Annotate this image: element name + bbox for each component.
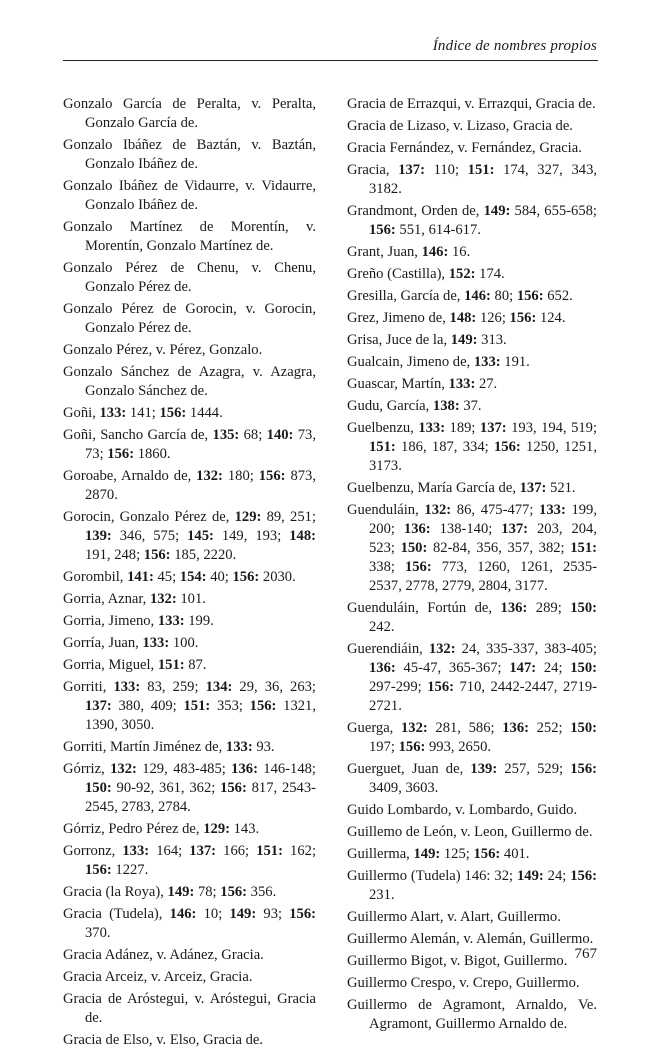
entry-text: Greño (Castilla), — [347, 266, 449, 282]
entry-text: 149, 193; — [213, 528, 290, 544]
volume-number: 136: — [403, 521, 431, 537]
index-entry — [63, 404, 316, 423]
entry-text: 199, 200; — [369, 502, 597, 537]
index-entry — [63, 905, 316, 943]
entry-text: 141; — [126, 405, 160, 421]
volume-number: 150: — [570, 600, 597, 616]
entry-text: Gonzalo Ibáñez de Vidaurre, v. Vidaurre, Gonzalo Ibáñez de. — [63, 178, 316, 213]
volume-number: 132: — [424, 502, 452, 518]
entry-text: 289; — [527, 600, 571, 616]
entry-text: 521. — [546, 480, 576, 496]
volume-number: 137: — [519, 480, 547, 496]
index-entry — [347, 930, 597, 949]
entry-text: Guelbenzu, María García de, — [347, 480, 520, 496]
index-entry — [63, 568, 316, 587]
entry-text: 166; — [216, 843, 257, 859]
entry-text: Gonzalo Pérez de Gorocin, v. Gorocin, Gonzalo Pérez de. — [63, 301, 316, 336]
volume-number: 141: — [127, 569, 154, 585]
entry-text: Grez, Jimeno de, — [347, 310, 450, 326]
index-entry — [347, 908, 597, 927]
entry-text: 110; — [424, 162, 468, 178]
entry-text: Gudu, García, — [347, 398, 433, 414]
index-entry — [63, 612, 316, 631]
entry-text: 86, 475-477; — [451, 502, 540, 518]
entry-text: Guerguet, Juan de, — [347, 761, 471, 777]
index-entry — [347, 309, 597, 328]
volume-number: 156: — [220, 884, 248, 900]
index-entry — [63, 177, 316, 215]
entry-text: Gorria, Miguel, — [63, 657, 158, 673]
index-entry — [347, 139, 597, 158]
entry-text: 129, 483-485; — [136, 761, 232, 777]
entry-text: 380, 409; — [111, 698, 184, 714]
entry-text: Gracia de Elso, v. Elso, Gracia de. — [63, 1032, 264, 1048]
index-entry — [63, 842, 316, 880]
entry-text: Guelbenzu, — [347, 420, 419, 436]
entry-text: Gualcain, Jimeno de, — [347, 354, 474, 370]
index-entry — [347, 599, 597, 637]
volume-number: 134: — [205, 679, 233, 695]
index-entry — [63, 467, 316, 505]
volume-number: 133: — [539, 502, 566, 518]
entry-text: Guerga, — [347, 720, 401, 736]
entry-text: 231. — [369, 887, 395, 903]
entry-text: Górriz, Pedro Pérez de, — [63, 821, 204, 837]
entry-text: 126; — [476, 310, 510, 326]
volume-number: 156: — [159, 405, 187, 421]
index-entry — [347, 265, 597, 284]
entry-text: Gonzalo Pérez, v. Pérez, Gonzalo. — [63, 342, 263, 358]
volume-number: 129: — [234, 509, 262, 525]
entry-text: 40; — [206, 569, 233, 585]
entry-text: Gorriti, — [63, 679, 114, 695]
entry-text: 1321, 1390, 3050. — [85, 698, 316, 733]
index-entry — [347, 845, 597, 864]
index-entry — [63, 820, 316, 839]
index-entry — [347, 419, 597, 476]
index-entry — [347, 996, 597, 1034]
volume-number: 137: — [189, 843, 217, 859]
entry-text: 1250, 1251, 3173. — [369, 439, 597, 474]
entry-text: Gorria, Jimeno, — [63, 613, 158, 629]
volume-number: 149: — [167, 884, 195, 900]
entry-text: Guillermo Alart, v. Alart, Guillermo. — [347, 909, 561, 925]
volume-number: 140: — [266, 427, 294, 443]
volume-number: 148: — [289, 528, 316, 544]
volume-number: 151: — [467, 162, 495, 178]
volume-number: 154: — [179, 569, 207, 585]
index-entry — [347, 974, 597, 993]
volume-number: 132: — [428, 641, 456, 657]
index-entry — [347, 375, 597, 394]
volume-number: 137: — [85, 698, 112, 714]
entry-text: 24; — [543, 868, 571, 884]
index-entry — [63, 426, 316, 464]
volume-number: 149: — [450, 332, 478, 348]
entry-text: Grandmont, Orden de, — [347, 203, 484, 219]
entry-text: 78; — [194, 884, 221, 900]
entry-text: 100. — [169, 635, 199, 651]
volume-number: 133: — [122, 843, 150, 859]
index-entry — [63, 136, 316, 174]
volume-number: 136: — [502, 720, 529, 736]
entry-text: 1227. — [111, 862, 149, 878]
entry-text: Goñi, — [63, 405, 100, 421]
entry-text: 401. — [500, 846, 530, 862]
entry-text: Gracia (la Roya), — [63, 884, 168, 900]
entry-text: Gonzalo Pérez de Chenu, v. Chenu, Gonzalo Pérez de. — [63, 260, 316, 295]
running-header: Índice de nombres propios — [432, 38, 597, 54]
index-entry — [347, 117, 597, 136]
entry-text: 125; — [440, 846, 474, 862]
entry-text: 281, 586; — [427, 720, 503, 736]
entry-text: 101. — [176, 591, 206, 607]
volume-number: 132: — [149, 591, 177, 607]
index-entry — [63, 300, 316, 338]
entry-text: 242. — [369, 619, 395, 635]
entry-text: 45-47, 365-367; — [395, 660, 510, 676]
index-entry — [347, 353, 597, 372]
volume-number: 129: — [203, 821, 230, 837]
volume-number: 133: — [448, 376, 476, 392]
volume-number: 152: — [448, 266, 476, 282]
entry-text: 138-140; — [430, 521, 502, 537]
entry-text: Gorriti, Martín Jiménez de, — [63, 739, 226, 755]
entry-text: 164; — [149, 843, 190, 859]
entry-text: 353; — [210, 698, 250, 714]
entry-text: Guenduláin, Fortún de, — [347, 600, 501, 616]
volume-number: 156: — [509, 310, 537, 326]
volume-number: 156: — [473, 846, 501, 862]
entry-text: Gorronz, — [63, 843, 123, 859]
entry-text: 338; — [369, 559, 405, 575]
entry-text: Gonzalo García de Peralta, v. Peralta, Gonzalo García de. — [63, 96, 316, 131]
volume-number: 133: — [142, 635, 170, 651]
volume-number: 156: — [570, 868, 597, 884]
index-entry — [347, 760, 597, 798]
index-entry — [63, 508, 316, 565]
volume-number: 146: — [464, 288, 491, 304]
entry-text: 180; — [222, 468, 259, 484]
entry-text: Gracia, — [347, 162, 399, 178]
index-entry — [63, 95, 316, 133]
volume-number: 139: — [470, 761, 498, 777]
entry-text: 174. — [475, 266, 505, 282]
entry-text: 584, 655-658; — [510, 203, 597, 219]
index-entry — [63, 760, 316, 817]
index-entry — [63, 946, 316, 965]
volume-number: 133: — [113, 679, 141, 695]
entry-text: 68; — [239, 427, 267, 443]
volume-number: 156: — [570, 761, 597, 777]
index-entry — [63, 883, 316, 902]
volume-number: 133: — [157, 613, 185, 629]
entry-text: 29, 36, 263; — [232, 679, 316, 695]
volume-number: 136: — [369, 660, 396, 676]
entry-text: 710, 2442-2447, 2719-2721. — [369, 679, 597, 714]
entry-text: 143. — [229, 821, 260, 837]
entry-text: 193, 194, 519; — [506, 420, 598, 436]
entry-text: 297-299; — [369, 679, 428, 695]
entry-text: 27. — [475, 376, 498, 392]
entry-text: 356. — [247, 884, 277, 900]
entry-text: Guillemo de León, v. Leon, Guillermo de. — [347, 824, 593, 840]
index-entry — [347, 243, 597, 262]
entry-text: Gorocin, Gonzalo Pérez de, — [63, 509, 235, 525]
entry-text: Gonzalo Sánchez de Azagra, v. Azagra, Gonzalo Sánchez de. — [63, 364, 316, 399]
volume-number: 151: — [369, 439, 396, 455]
entry-text: Gresilla, García de, — [347, 288, 465, 304]
volume-number: 149: — [483, 203, 511, 219]
entry-text: 993, 2650. — [425, 739, 492, 755]
volume-number: 137: — [501, 521, 529, 537]
volume-number: 156: — [85, 862, 112, 878]
index-entry — [63, 1031, 316, 1050]
entry-text: Gracia Arceiz, v. Arceiz, Gracia. — [63, 969, 253, 985]
entry-text: 1444. — [186, 405, 223, 421]
index-entry — [63, 363, 316, 401]
entry-text: 93; — [256, 906, 290, 922]
volume-number: 156: — [398, 739, 426, 755]
volume-number: 149: — [229, 906, 257, 922]
index-entry — [347, 95, 597, 114]
entry-text: 197; — [369, 739, 399, 755]
entry-text: 24, 335-337, 383-405; — [455, 641, 597, 657]
entry-text: Grant, Juan, — [347, 244, 422, 260]
entry-text: 162; — [282, 843, 316, 859]
entry-text: 87. — [184, 657, 207, 673]
entry-text: Guascar, Martín, — [347, 376, 449, 392]
entry-text: Guillerma, — [347, 846, 414, 862]
entry-text: 83, 259; — [140, 679, 206, 695]
entry-text: 191, 248; — [85, 547, 144, 563]
index-entry — [347, 287, 597, 306]
index-entry — [347, 801, 597, 820]
entry-text: 252; — [528, 720, 571, 736]
volume-number: 151: — [570, 540, 597, 556]
volume-number: 137: — [398, 162, 425, 178]
entry-text: Gonzalo Martínez de Morentín, v. Morentín, Gonzalo Martínez de. — [63, 219, 316, 254]
index-entry — [63, 590, 316, 609]
volume-number: 149: — [516, 868, 544, 884]
entry-text: 191. — [500, 354, 530, 370]
entry-text: Górriz, — [63, 761, 111, 777]
volume-number: 156: — [258, 468, 286, 484]
index-entry — [347, 479, 597, 498]
volume-number: 156: — [493, 439, 521, 455]
entry-text: Gracia de Aróstegui, v. Aróstegui, Gracia de. — [63, 991, 316, 1026]
volume-number: 133: — [99, 405, 127, 421]
entry-text: 82-84, 356, 357, 382; — [427, 540, 571, 556]
entry-text: Guillermo Crespo, v. Crepo, Guillermo. — [347, 975, 580, 991]
volume-number: 156: — [220, 780, 247, 796]
entry-text: 146-148; — [257, 761, 316, 777]
volume-number: 149: — [413, 846, 441, 862]
volume-number: 136: — [231, 761, 258, 777]
volume-number: 156: — [369, 222, 396, 238]
entry-text: 93. — [252, 739, 275, 755]
index-entry — [347, 719, 597, 757]
entry-text: 186, 187, 334; — [395, 439, 494, 455]
index-entry — [347, 640, 597, 716]
index-entry — [347, 867, 597, 905]
entry-text: 185, 2220. — [170, 547, 237, 563]
volume-number: 138: — [432, 398, 460, 414]
volume-number: 137: — [479, 420, 507, 436]
entry-text: 10; — [196, 906, 230, 922]
index-column-left — [63, 95, 316, 1053]
volume-number: 132: — [196, 468, 223, 484]
volume-number: 151: — [183, 698, 211, 714]
entry-text: 551, 614-617. — [395, 222, 481, 238]
volume-number: 146: — [421, 244, 449, 260]
entry-text: Guillermo Bigot, v. Bigot, Guillermo. — [347, 953, 568, 969]
entry-text: Goroabe, Arnaldo de, — [63, 468, 197, 484]
volume-number: 151: — [157, 657, 185, 673]
entry-text: Gracia Adánez, v. Adánez, Gracia. — [63, 947, 264, 963]
entry-text: 652. — [543, 288, 573, 304]
entry-text: 73, 73; — [85, 427, 316, 462]
index-entry — [347, 397, 597, 416]
volume-number: 150: — [570, 720, 598, 736]
volume-number: 156: — [404, 559, 432, 575]
entry-text: 346, 575; — [111, 528, 188, 544]
entry-text: 3409, 3603. — [369, 780, 439, 796]
volume-number: 150: — [85, 780, 112, 796]
index-entry — [63, 968, 316, 987]
volume-number: 146: — [169, 906, 197, 922]
entry-text: 37. — [459, 398, 482, 414]
volume-number: 156: — [232, 569, 260, 585]
entry-text: 257, 529; — [497, 761, 571, 777]
volume-number: 151: — [256, 843, 283, 859]
index-entry — [347, 161, 597, 199]
index-column-right — [347, 95, 597, 1037]
entry-text: 370. — [85, 925, 111, 941]
entry-text: Gracia de Lizaso, v. Lizaso, Gracia de. — [347, 118, 573, 134]
entry-text: 16. — [448, 244, 471, 260]
index-entry — [63, 990, 316, 1028]
index-entry — [347, 331, 597, 350]
entry-text: 873, 2870. — [85, 468, 316, 503]
entry-text: 1860. — [134, 446, 171, 462]
volume-number: 148: — [449, 310, 477, 326]
volume-number: 156: — [143, 547, 171, 563]
volume-number: 156: — [289, 906, 316, 922]
entry-text: Gorombil, — [63, 569, 128, 585]
entry-text: 89, 251; — [261, 509, 316, 525]
volume-number: 150: — [400, 540, 428, 556]
volume-number: 132: — [110, 761, 137, 777]
volume-number: 156: — [427, 679, 454, 695]
index-entry — [63, 634, 316, 653]
entry-text: 24; — [536, 660, 571, 676]
index-entry — [347, 952, 597, 971]
entry-text: Gracia (Tudela), — [63, 906, 170, 922]
entry-text: 90-92, 361, 362; — [111, 780, 221, 796]
volume-number: 156: — [516, 288, 544, 304]
entry-text: Gorria, Aznar, — [63, 591, 150, 607]
index-entry — [63, 656, 316, 675]
volume-number: 150: — [570, 660, 597, 676]
entry-text: 773, 1260, 1261, 2535-2537, 2778, 2779, 2804, 3177. — [369, 559, 597, 594]
entry-text: Grisa, Juce de la, — [347, 332, 451, 348]
volume-number: 145: — [187, 528, 214, 544]
index-entry — [63, 218, 316, 256]
entry-text: 203, 204, 523; — [369, 521, 598, 556]
index-entry — [347, 501, 597, 596]
volume-number: 156: — [249, 698, 277, 714]
volume-number: 135: — [212, 427, 240, 443]
entry-text: Gracia de Errazqui, v. Errazqui, Gracia de. — [347, 96, 596, 112]
page-number: 767 — [574, 946, 597, 962]
entry-text: 313. — [477, 332, 507, 348]
volume-number: 156: — [107, 446, 135, 462]
index-entry — [63, 678, 316, 735]
index-entry — [63, 259, 316, 297]
index-entry — [63, 341, 316, 360]
volume-number: 133: — [473, 354, 501, 370]
entry-text: 124. — [536, 310, 566, 326]
entry-text: 2030. — [259, 569, 296, 585]
volume-number: 133: — [225, 739, 253, 755]
entry-text: Guenduláin, — [347, 502, 425, 518]
entry-text: Guillermo de Agramont, Arnaldo, Ve. Agramont, Guillermo Arnaldo de. — [347, 997, 597, 1032]
index-entry — [63, 738, 316, 757]
entry-text: 174, 327, 343, 3182. — [369, 162, 598, 197]
index-entry — [347, 202, 597, 240]
entry-text: Guido Lombardo, v. Lombardo, Guido. — [347, 802, 578, 818]
entry-text: Gorría, Juan, — [63, 635, 143, 651]
volume-number: 139: — [85, 528, 112, 544]
volume-number: 132: — [401, 720, 428, 736]
entry-text: Goñi, Sancho García de, — [63, 427, 213, 443]
entry-text: 817, 2543-2545, 2783, 2784. — [85, 780, 316, 815]
entry-text: 80; — [490, 288, 517, 304]
entry-text: Gracia Fernández, v. Fernández, Gracia. — [347, 140, 582, 156]
entry-text: 199. — [184, 613, 214, 629]
entry-text: Guillermo (Tudela) 146: 32; — [347, 868, 517, 884]
index-entry — [347, 823, 597, 842]
entry-text: Guerendiáin, — [347, 641, 429, 657]
entry-text: 45; — [153, 569, 180, 585]
entry-text: 189; — [445, 420, 480, 436]
header-rule — [63, 60, 598, 61]
volume-number: 147: — [509, 660, 537, 676]
entry-text: Gonzalo Ibáñez de Baztán, v. Baztán, Gonzalo Ibáñez de. — [63, 137, 316, 172]
entry-text: Guillermo Alemán, v. Alemán, Guillermo. — [347, 931, 594, 947]
volume-number: 133: — [418, 420, 446, 436]
volume-number: 136: — [500, 600, 528, 616]
